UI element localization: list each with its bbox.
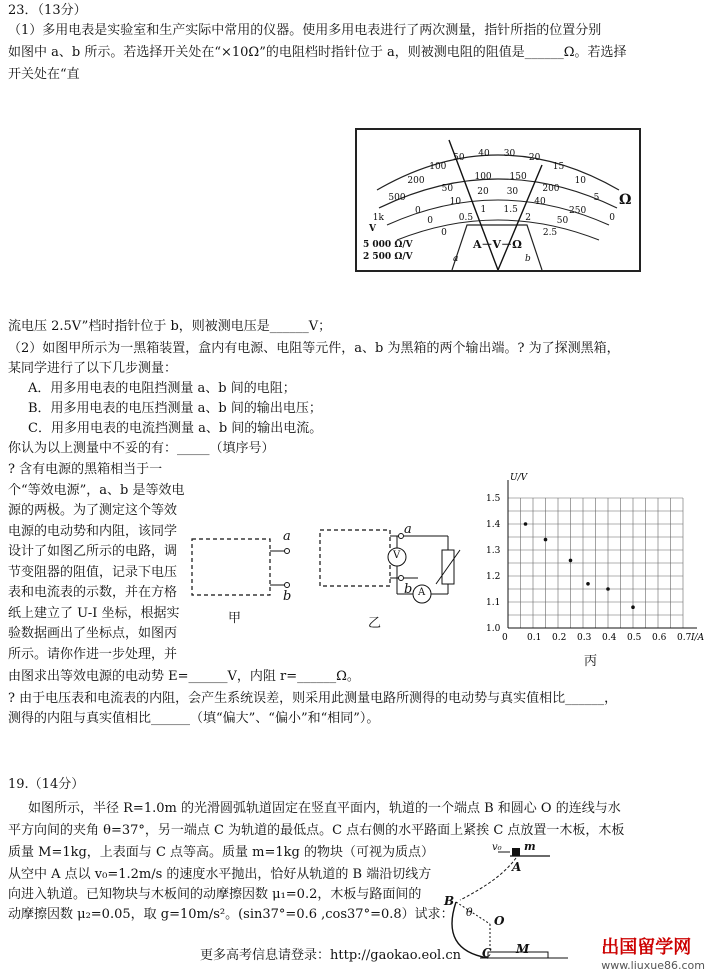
watermark-brand: 出国留学网 xyxy=(601,937,692,958)
meter-mid-tick-label: 200 xyxy=(542,183,560,194)
q19-line6: 动摩擦因数 μ₂=0.05，取 g=10m/s²。(sin37°=0.6 ,cos37°=0.8）试求： xyxy=(8,907,454,922)
meter-top-tick-label: 5 xyxy=(593,192,600,203)
meter-top-tick-label: 20 xyxy=(528,153,541,164)
chart-x-tick-label: 0.4 xyxy=(602,633,617,643)
q23-p1-line4: 流电压 2.5V”档时指针位于 b，则被测电压是______V； xyxy=(8,319,332,334)
fig-v0-label: v₀ xyxy=(492,842,502,853)
meter-spec1: 5 000 Ω/V xyxy=(363,240,413,250)
ammeter-icon: A xyxy=(418,587,426,598)
q19-header: 19.（14分） xyxy=(8,777,85,792)
meter-mid2-tick-label: 40 xyxy=(534,197,546,208)
chart-x-tick-label: 0.1 xyxy=(527,633,542,643)
meter-top-tick-label: 40 xyxy=(478,148,490,159)
meter-mid-tick-label: 100 xyxy=(474,171,492,182)
meter-top-tick-label: 500 xyxy=(388,192,406,203)
chart-y-axis-label: U/V xyxy=(510,473,528,483)
meter-low-tick-label: 2.5 xyxy=(542,227,558,238)
chart-y-tick-label: 1.4 xyxy=(486,520,501,530)
chart-data-point xyxy=(524,522,528,526)
q23-option-a: A．用多用电表的电阻挡测量 a、b 间的电阻； xyxy=(28,381,296,396)
chart-y-tick-label: 1.2 xyxy=(486,572,501,582)
meter-dc-mark: V xyxy=(369,224,376,234)
chart-data-point xyxy=(631,605,635,609)
q23-p3-line: 所示。请你作进一步处理，并 xyxy=(8,646,178,662)
q23-option-c: C．用多用电表的电流挡测量 a、b 间的输出电流。 xyxy=(28,421,323,436)
q19-line1: 如图所示，半径 R=1.0m 的光滑圆弧轨道固定在竖直平面内，轨道的一个端点 B 和圆心 O 的连线与水 xyxy=(28,801,621,816)
meter-low-tick-label: 0.5 xyxy=(458,212,474,223)
watermark-url: www.liuxue86.com xyxy=(601,959,705,972)
meter-spec2: 2 500 Ω/V xyxy=(363,252,413,262)
fig-A-label: A xyxy=(512,860,522,874)
q23-p1-line3: 开关处在“直 xyxy=(8,67,80,82)
q23-p2-line3: 你认为以上测量中不妥的有：_____（填序号） xyxy=(8,441,275,456)
chart-y-tick-label: 1.5 xyxy=(486,494,501,504)
meter-top-tick-label: 30 xyxy=(503,148,516,159)
meter-mid2-tick-label: 50 xyxy=(556,216,569,227)
q23-header: 23．（13分） xyxy=(8,3,87,18)
meter-low-tick-label: 2 xyxy=(525,212,531,223)
chart-data-point xyxy=(569,559,573,563)
meter-mid2-tick-label: 10 xyxy=(449,197,462,208)
meter-top-tick-label: 10 xyxy=(574,175,587,186)
figure-jia-black-box xyxy=(190,525,295,605)
q23-p3-line: 表和电流表的示数，并在方格 xyxy=(8,585,178,600)
footer-link[interactable]: 更多高考信息请登录：http://gaokao.eol.cn xyxy=(200,948,462,963)
meter-mid2-tick-label: 30 xyxy=(506,187,519,198)
q23-option-b: B．用多用电表的电压挡测量 a、b 间的输出电压； xyxy=(28,401,322,416)
q19-line3: 质量 M=1kg，上表面与 C 点等高。质量 m=1kg 的物块（可视为质点） xyxy=(8,845,434,860)
q23-p3-line: 电源的电动势和内阻，该同学 xyxy=(8,523,178,539)
yi-terminal-b: b xyxy=(404,582,413,597)
q19-line5: 向进入轨道。已知物块与木板间的动摩擦因数 μ₁=0.2，木板与路面间的 xyxy=(8,887,422,902)
meter-center-label: A－V－Ω xyxy=(473,238,522,251)
voltmeter-icon: V xyxy=(393,550,401,561)
meter-top-tick-label: 100 xyxy=(429,162,447,173)
site-watermark-logo xyxy=(601,933,705,972)
q23-p4-line1: ? 由于电压表和电流表的内阻，会产生系统误差，则采用此测量电路所测得的电动势与真实值相比______， xyxy=(8,691,618,706)
q23-p3-line: 验数据画出了坐标点，如图丙 xyxy=(8,626,178,641)
meter-low-tick-label: 0 xyxy=(441,227,447,238)
figure-yi-circuit xyxy=(318,520,468,610)
meter-top-tick-label: 0 xyxy=(609,212,615,223)
chart-data-point xyxy=(586,582,590,586)
meter-top-tick-label: 1k xyxy=(372,212,384,223)
chart-x-tick-label: 0.6 xyxy=(652,633,667,643)
meter-omega-label: Ω xyxy=(619,192,632,208)
meter-needle-b-label: b xyxy=(525,254,531,264)
q23-p3-end: 由图求出等效电源的电动势 E=______V，内阻 r=______Ω。 xyxy=(8,669,360,684)
chart-y-tick-label: 1.0 xyxy=(486,624,501,634)
q23-p1-line2: 如图中 a、b 所示。若选择开关处在“×10Ω”的电阻档时指针位于 a，则被测电阻的阻值是______Ω。若选择 xyxy=(8,45,627,60)
fig-B-label: B xyxy=(444,894,455,908)
chart-x-tick-label: 0.3 xyxy=(577,633,592,643)
figure-jia-label: 甲 xyxy=(228,611,242,626)
figure-bing-label: 丙 xyxy=(584,654,598,669)
chart-y-tick-label: 1.1 xyxy=(486,598,501,608)
q23-p2-line2: 某同学进行了以下几步测量： xyxy=(8,361,178,376)
chart-x-tick-label: 0.7 xyxy=(677,633,692,643)
q19-line2: 平方向间的夹角 θ=37°，另一端点 C 为轨道的最低点。C 点右侧的水平路面上紧挨 C 点放置一木板，木板 xyxy=(8,823,625,838)
meter-mid-tick-label: 250 xyxy=(569,206,587,217)
meter-top-tick-label: 200 xyxy=(407,175,425,186)
meter-mid-tick-label: 0 xyxy=(414,206,421,217)
q23-p1-line1: （1）多用电表是实验室和生产实际中常用的仪器。使用多用电表进行了两次测量，指针所指的位置分别 xyxy=(8,23,602,38)
meter-low-tick-label: 1.5 xyxy=(503,205,518,216)
q23-p3-line: 个“等效电源”，a、b 是等效电 xyxy=(8,482,185,498)
jia-terminal-b: b xyxy=(283,589,292,604)
q23-p2-line1: （2）如图甲所示为一黑箱装置，盒内有电源、电阻等元件，a、b 为黑箱的两个输出端。? 为了探测黑箱， xyxy=(8,341,620,356)
yi-terminal-a: a xyxy=(404,522,412,537)
chart-y-tick-label: 1.3 xyxy=(486,546,501,556)
meter-top-tick-label: 15 xyxy=(552,162,565,173)
jia-terminal-a: a xyxy=(283,529,291,544)
chart-data-point xyxy=(544,538,548,542)
chart-x-axis-label: I/A xyxy=(691,633,705,643)
meter-mid2-tick-label: 0 xyxy=(427,216,433,227)
q23-p3-line: 纸上建立了 U-I 坐标，根据实 xyxy=(8,605,180,621)
ui-chart-svg xyxy=(478,470,708,650)
circuit-svg xyxy=(318,520,468,610)
q23-p3-line: 设计了如图乙所示的电路，调 xyxy=(8,544,178,559)
q23-p3-line: ? 含有电源的黑箱相当于一 xyxy=(8,462,163,477)
chart-x-tick-label: 0 xyxy=(502,633,508,643)
figure-yi-label: 乙 xyxy=(368,616,382,631)
fig-C-label: C xyxy=(482,946,492,960)
meter-mid2-tick-label: 20 xyxy=(477,187,489,198)
multimeter-dial-figure xyxy=(355,128,641,272)
fig-theta-label: θ xyxy=(466,906,473,919)
q23-p3-paragraph xyxy=(8,460,185,665)
meter-low-tick-label: 1 xyxy=(480,205,487,216)
fig-O-label: O xyxy=(494,914,505,928)
q23-p3-line: 源的两极。为了测定这个等效 xyxy=(8,503,178,518)
meter-mid-tick-label: 50 xyxy=(441,183,454,194)
black-box-svg xyxy=(190,525,295,605)
fig-M-label: M xyxy=(516,942,530,956)
meter-top-tick-label: 50 xyxy=(453,153,465,164)
chart-x-tick-label: 0.5 xyxy=(627,633,642,643)
meter-needle-a-label: a xyxy=(453,254,459,264)
chart-data-point xyxy=(606,587,610,591)
fig-m-label: m xyxy=(524,840,536,853)
q23-p4-line2: 测得的内阻与真实值相比______（填“偏大”、“偏小”和“相同”）。 xyxy=(8,711,380,726)
meter-mid-tick-label: 150 xyxy=(509,171,527,182)
chart-x-tick-label: 0.2 xyxy=(552,633,567,643)
q19-line4: 从空中 A 点以 v₀=1.2m/s 的速度水平抛出，恰好从轨道的 B 端沿切线方 xyxy=(8,867,432,882)
q23-p3-line: 节变阻器的阻值，记录下电压 xyxy=(8,564,178,580)
figure-bing-ui-chart xyxy=(478,470,708,670)
